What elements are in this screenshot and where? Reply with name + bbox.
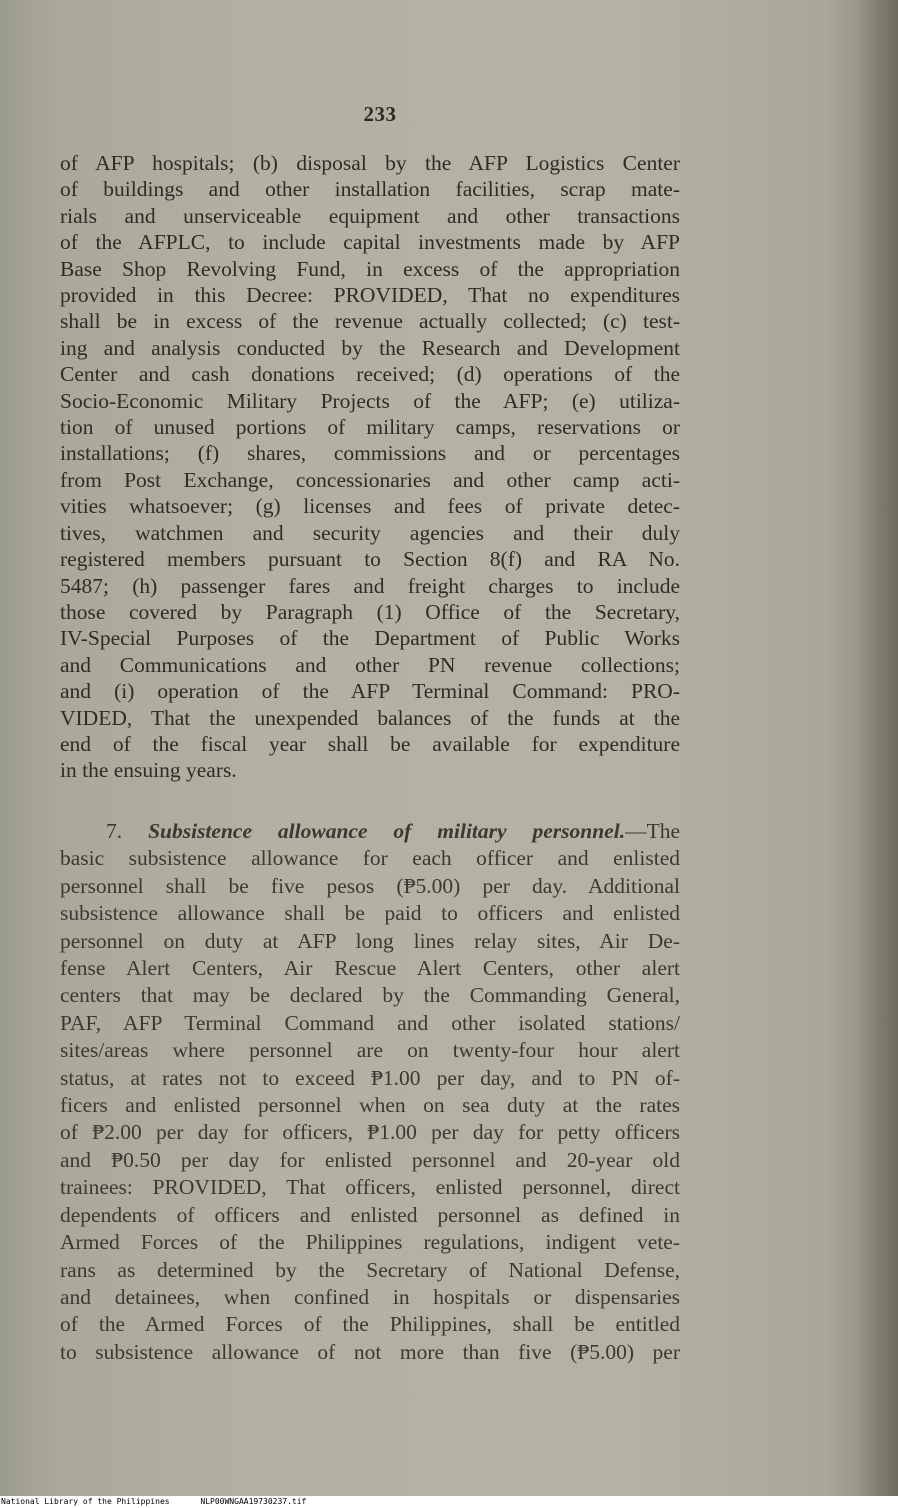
text-line: to subsistence allowance of not more than five (₱5.00) per xyxy=(60,1339,680,1364)
paragraph-subsistence-allowance xyxy=(60,818,680,1366)
text-line: basic subsistence allowance for each officer and enlisted xyxy=(60,846,680,871)
text-line: and Communications and other PN revenue collections; xyxy=(60,652,680,677)
text-line: Base Shop Revolving Fund, in excess of the appropriation xyxy=(60,256,680,281)
footer-library-name: National Library of the Philippines xyxy=(1,1497,170,1506)
section-number: 7. xyxy=(106,819,123,843)
text-line: trainees: PROVIDED, That officers, enlisted personnel, direct xyxy=(60,1175,680,1200)
text-line: vities whatsoever; (g) licenses and fees of private detec- xyxy=(60,494,680,519)
text-line: shall be in excess of the revenue actually collected; (c) test- xyxy=(60,309,680,334)
text-line: Armed Forces of the Philippines regulations, indigent vete- xyxy=(60,1230,680,1255)
text-line: those covered by Paragraph (1) Office of the Secretary, xyxy=(60,599,680,624)
text-line: of the AFPLC, to include capital investments made by AFP xyxy=(60,230,680,255)
text-line: tion of unused portions of military camps, reservations or xyxy=(60,415,680,440)
text-line: of ₱2.00 per day for officers, ₱1.00 per day for petty officers xyxy=(60,1120,680,1145)
text-line: and detainees, when confined in hospitals or dispensaries xyxy=(60,1284,680,1309)
section-first-line-rest: —The xyxy=(625,819,681,843)
text-line: centers that may be declared by the Commanding General, xyxy=(60,983,680,1008)
text-line: in the ensuing years. xyxy=(60,758,237,783)
page-number: 233 xyxy=(363,102,397,126)
text-line: from Post Exchange, concessionaries and other camp acti- xyxy=(60,467,680,492)
text-line: sites/areas where personnel are on twenty-four hour alert xyxy=(60,1038,680,1063)
text-line: ficers and enlisted personnel when on sea duty at the rates xyxy=(60,1093,680,1118)
text-line: subsistence allowance shall be paid to officers and enlisted xyxy=(60,901,680,926)
scan-footer xyxy=(0,1496,898,1508)
footer-filename: NLP00WNGAA19730237.tif xyxy=(200,1497,307,1506)
text-line: personnel shall be five pesos (₱5.00) per day. Additional xyxy=(60,873,680,898)
text-line: PAF, AFP Terminal Command and other isolated stations/ xyxy=(60,1010,680,1035)
text-line: IV-Special Purposes of the Department of Public Works xyxy=(60,626,680,651)
text-line: and (i) operation of the AFP Terminal Command: PRO- xyxy=(60,679,680,704)
text-line: installations; (f) shares, commissions and or percentages xyxy=(60,441,680,466)
text-line: VIDED, That the unexpended balances of the funds at the xyxy=(60,705,680,730)
text-line: end of the fiscal year shall be available for expenditure xyxy=(60,731,680,756)
text-line: of buildings and other installation facilities, scrap mate- xyxy=(60,177,680,202)
section-7-body xyxy=(60,845,680,1366)
text-line: tives, watchmen and security agencies and their duly xyxy=(60,520,680,545)
text-line: status, at rates not to exceed ₱1.00 per day, and to PN of- xyxy=(60,1065,680,1090)
page-edge-shadow xyxy=(858,0,898,1496)
text-line: rans as determined by the Secretary of National Defense, xyxy=(60,1257,680,1282)
text-line: personnel on duty at AFP long lines relay sites, Air De- xyxy=(60,928,680,953)
section-7-first-line xyxy=(60,818,680,845)
text-line: of AFP hospitals; (b) disposal by the AFP Logistics Center xyxy=(60,151,680,175)
text-line: rials and unserviceable equipment and other transactions xyxy=(60,203,680,228)
text-line: of the Armed Forces of the Philippines, shall be entitled xyxy=(60,1312,680,1337)
text-line: Center and cash donations received; (d) operations of the xyxy=(60,362,680,387)
text-line: Socio-Economic Military Projects of the AFP; (e) utiliza- xyxy=(60,388,680,413)
text-line: registered members pursuant to Section 8(f) and RA No. xyxy=(60,547,680,572)
text-line: and ₱0.50 per day for enlisted personnel and 20-year old xyxy=(60,1147,680,1172)
text-line: provided in this Decree: PROVIDED, That no expenditures xyxy=(60,283,680,308)
text-line: dependents of officers and enlisted personnel as defined in xyxy=(60,1202,680,1227)
text-line: 5487; (h) passenger fares and freight charges to include xyxy=(60,573,680,598)
paragraph-revolving-funds xyxy=(60,150,680,784)
text-line: fense Alert Centers, Air Rescue Alert Centers, other alert xyxy=(60,956,680,981)
section-heading: Subsistence allowance of military personnel. xyxy=(148,819,626,843)
text-line: ing and analysis conducted by the Research and Development xyxy=(60,335,680,360)
